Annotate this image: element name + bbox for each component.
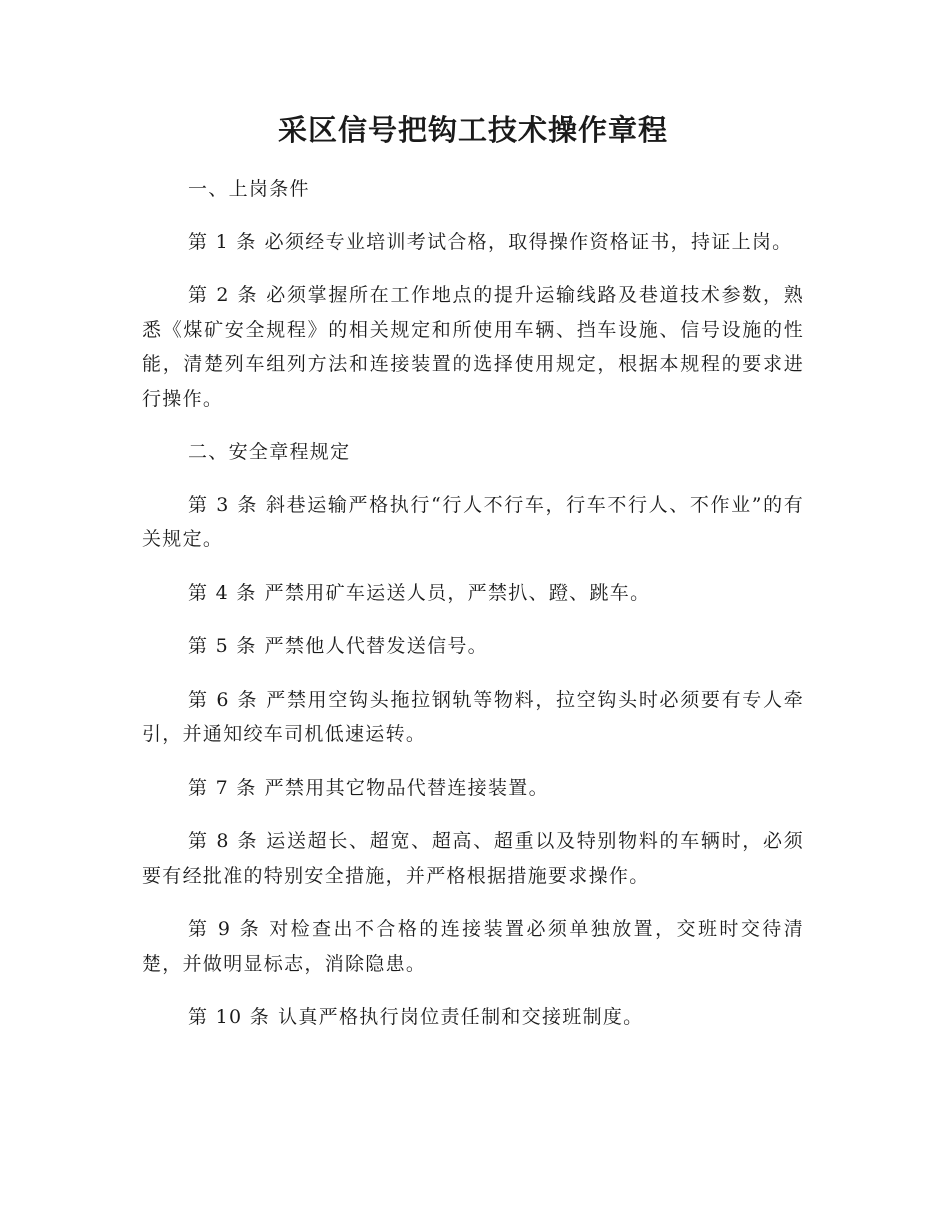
article-number: 第 8 条 [188,830,259,852]
article-5 [142,629,804,664]
article-number: 第 9 条 [188,918,262,940]
article-7 [142,771,804,806]
article-number: 第 4 条 [188,581,257,604]
article-number: 第 6 条 [188,688,259,711]
article-text: 严禁用空钩头拖拉钢轨等物料，拉空钩头时必须要有专人牵引，并通知绞车司机低速运转。 [142,688,804,745]
article-9 [142,912,804,981]
article-3 [142,488,804,557]
article-6 [142,683,804,752]
article-1 [142,225,804,260]
article-text: 运送超长、超宽、超高、超重以及特别物料的车辆时，必须要有经批准的特别安全措施，并严格根据措施要求操作。 [142,830,804,887]
article-text: 必须掌握所在工作地点的提升运输线路及巷道技术参数，熟悉《煤矿安全规程》的相关规定和所使用车辆、挡车设施、信号设施的性能，清楚列车组列方法和连接装置的选择使用规定，根据本规程的要求进行操作。 [142,284,804,410]
article-text: 必须经专业培训考试合格，取得操作资格证书，持证上岗。 [264,230,793,253]
article-8 [142,824,804,893]
article-number: 第 2 条 [188,284,259,306]
document-title: 采区信号把钩工技术操作章程 [277,113,668,147]
article-4 [142,576,804,611]
article-text: 严禁他人代替发送信号。 [264,635,488,657]
section-heading: 一、上岗条件 [188,178,310,200]
article-2 [142,278,804,416]
article-number: 第 7 条 [188,776,257,799]
article-number: 第 3 条 [188,493,258,516]
article-text: 认真严格执行岗位责任制和交接班制度。 [278,1006,644,1028]
article-text: 对检查出不合格的连接装置必须单独放置，交班时交待清楚，并做明显标志，消除隐患。 [142,918,804,975]
article-text: 严禁用矿车运送人员，严禁扒、蹬、跳车。 [264,581,651,604]
article-number: 第 10 条 [188,1006,271,1028]
article-text: 严禁用其它物品代替连接装置。 [264,776,549,799]
section-heading: 二、安全章程规定 [188,441,351,463]
article-10 [142,1000,804,1035]
article-text: 斜巷运输严格执行“行人不行车，行车不行人、不作业”的有关规定。 [142,493,805,550]
article-number: 第 5 条 [188,635,257,657]
article-number: 第 1 条 [188,230,257,253]
